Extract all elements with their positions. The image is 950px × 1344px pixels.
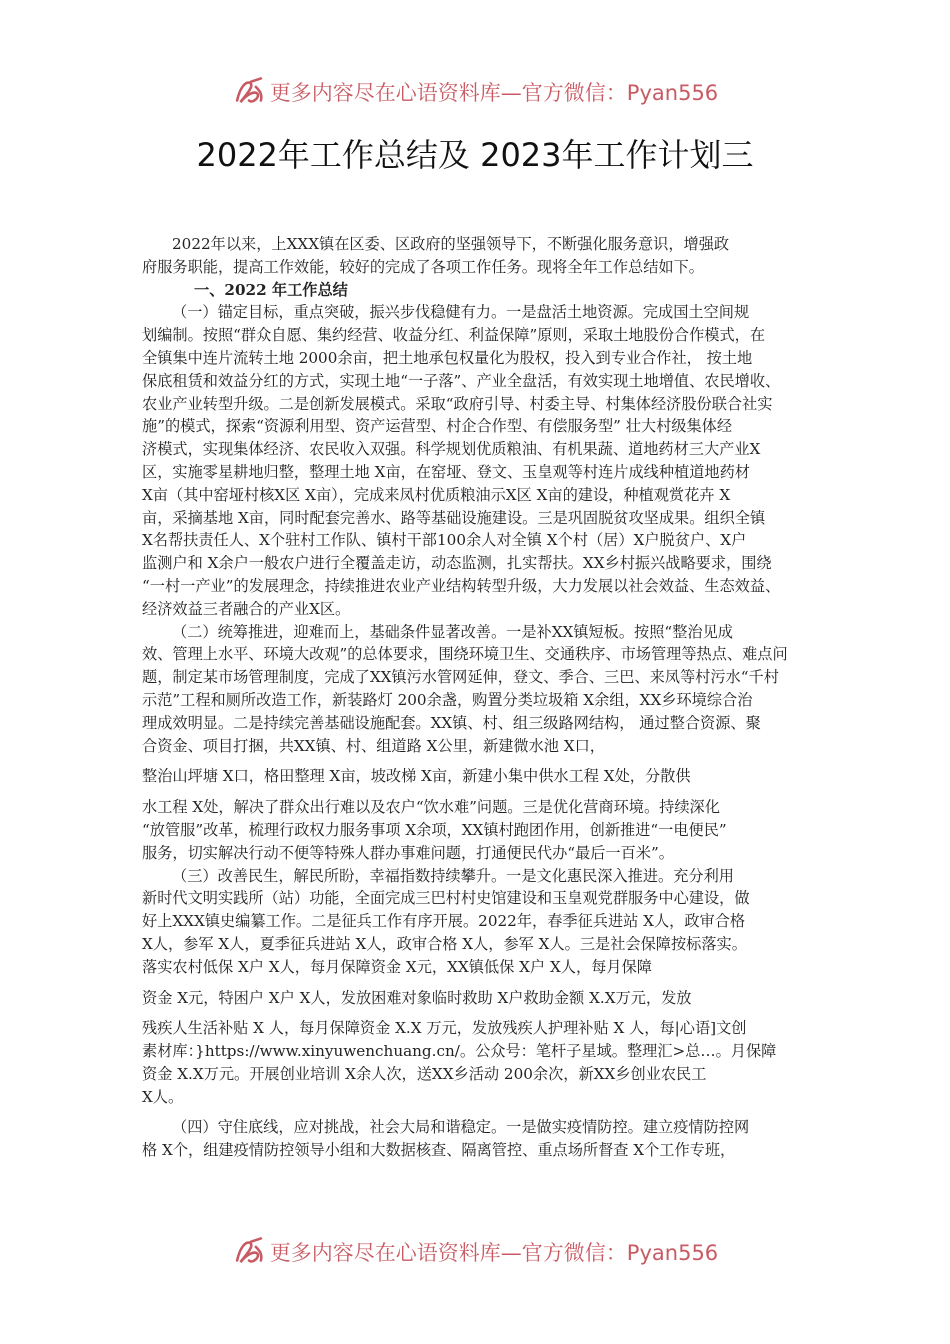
watermark-text: 更多内容尽在心语资料库—官方微信：Pyan556 <box>269 81 719 105</box>
paragraph-line: 整治山坪塘 X口，格田整理 X亩，坡改梯 X亩，新建小集中供水工程 X处，分散供 <box>142 767 691 786</box>
paragraph-line: 残疾人生活补贴 X 人，每月保障资金 X.X 万元，发放残疾人护理补贴 X 人，每|心语]文创 <box>142 1019 747 1038</box>
watermark-text: 更多内容尽在心语资料库—官方微信：Pyan556 <box>269 1241 719 1265</box>
paragraph-line: X亩（其中窑垭村核X区 X亩），完成来凤村优质粮油示X区 X亩的建设，种植观赏花卉 X <box>142 485 731 504</box>
paragraph-line: 全镇集中连片流转土地 2000余亩，把土地承包权量化为股权，投入到专业合作社， 按土地 <box>142 348 753 367</box>
paragraph-line: 新时代文明实践所（站）功能，全面完成三巴村村史馆建设和玉皇观党群服务中心建设，做 <box>142 889 750 908</box>
paragraph-line: 素材库：}https://www.xinyuwenchuang.cn/。公众号：笔杆子星域。整理汇>总…。月保障 <box>142 1042 777 1061</box>
paragraph-line: 题，制定某市场管理制度，完成了XX镇污水管网延伸，登文、季合、三巴、来凤等村污水“千村 <box>142 668 779 687</box>
watermark-banner-bottom <box>0 1232 950 1272</box>
paragraph-line: 施”的模式，探索“资源利用型、资产运营型、村企合作型、有偿服务型” 壮大村级集体经 <box>142 417 733 436</box>
paragraph-line: （二）统筹推进，迎难而上，基础条件显著改善。一是补XX镇短板。按照“整治见成 <box>172 622 733 641</box>
paragraph-line: X人。 <box>142 1087 184 1106</box>
handwriting-signature-logo-icon <box>232 1235 266 1269</box>
paragraph-line: 合资金、项目打捆，共XX镇、村、组道路 X公里，新建微水池 X口， <box>142 736 605 755</box>
paragraph-line: 效、管理上水平、环境大改观”的总体要求，围绕环境卫生、交通秩序、市场管理等热点、难点问 <box>142 645 788 664</box>
paragraph-line: 好上XXX镇史编纂工作。二是征兵工作有序开展。2022年，春季征兵进站 X人，政审合格 <box>142 912 746 931</box>
paragraph-line: 保底租赁和效益分红的方式，实现土地“一子落”、产业全盘活，有效实现土地增值、农民增收、 <box>142 371 781 390</box>
paragraph-line: 示范”工程和厕所改造工作，新装路灯 200余盏，购置分类垃圾箱 X余组，XX乡环境综合治 <box>142 690 753 709</box>
paragraph-line: “一村一产业”的发展理念，持续推进农业产业结构转型升级，大力发展以社会效益、生态效益、 <box>142 576 781 595</box>
paragraph-line: 2022年以来，上XXX镇在区委、区政府的坚强领导下，不断强化服务意识，增强政 <box>172 235 730 253</box>
paragraph-line: 济模式，实现集体经济、农民收入双强。科学规划优质粮油、有机果蔬、道地药材三大产业X <box>142 440 761 459</box>
paragraph-line: 资金 X元，特困户 X户 X人，发放困难对象临时救助 X户救助金额 X.X万元，发放 <box>142 988 692 1007</box>
watermark-banner-top <box>0 72 950 112</box>
paragraph-line: X人，参军 X人，夏季征兵进站 X人，政审合格 X人，参军 X人。三是社会保障按标落实。 <box>142 934 747 953</box>
paragraph-line: （三）改善民生，解民所盼，幸福指数持续攀升。一是文化惠民深入推进。充分利用 <box>172 866 734 885</box>
paragraph-line: 府服务职能，提高工作效能，较好的完成了各项工作任务。现将全年工作总结如下。 <box>142 257 704 276</box>
paragraph-line: 亩，采摘基地 X亩，同时配套完善水、路等基础设施建设。三是巩固脱贫攻坚成果。组织全镇 <box>142 508 766 527</box>
paragraph-line: 农业产业转型升级。二是创新发展模式。采取“政府引导、村委主导、村集体经济股份联合社实 <box>142 394 773 413</box>
document-body <box>142 233 820 1162</box>
section-heading: 一、2022 年工作总结 <box>194 280 348 299</box>
paragraph-line: 监测户和 X余户一般农户进行全覆盖走访，动态监测，扎实帮扶。XX乡村振兴战略要求，围绕 <box>142 554 772 573</box>
paragraph-line: 服务，切实解决行动不便等特殊人群办事难问题，打通便民代办“最后一百米”。 <box>142 843 674 862</box>
paragraph-line: 区，实施零星耕地归整，整理土地 X亩，在窑垭、登文、玉皇观等村连片成线种植道地药材 <box>142 462 750 481</box>
paragraph-line: 理成效明显。二是持续完善基础设施配套。XX镇、村、组三级路网结构， 通过整合资源、聚 <box>142 713 761 732</box>
handwriting-signature-logo-icon <box>232 75 266 109</box>
paragraph-line: “放管服”改革，梳理行政权力服务事项 X余项，XX镇村跑团作用，创新推进“一电便民” <box>142 820 727 839</box>
document-title: 2022年工作总结及 2023年工作计划三 <box>196 136 754 174</box>
paragraph-line: 资金 X.X万元。开展创业培训 X余人次，送XX乡活动 200余次，新XX乡创业农民工 <box>142 1064 707 1083</box>
paragraph-line: 经济效益三者融合的产业X区。 <box>142 599 351 618</box>
paragraph-line: （四）守住底线，应对挑战，社会大局和谐稳定。一是做实疫情防控。建立疫情防控网 <box>172 1118 750 1137</box>
paragraph-line: 水工程 X处，解决了群众出行难以及农户“饮水难”问题。三是优化营商环境。持续深化 <box>142 798 720 817</box>
paragraph-line: （一）锚定目标，重点突破，振兴步伐稳健有力。一是盘活土地资源。完成国土空间规 <box>172 303 750 322</box>
paragraph-line: 落实农村低保 X户 X人，每月保障资金 X元，XX镇低保 X户 X人，每月保障 <box>142 957 652 976</box>
paragraph-line: X名帮扶责任人、X个驻村工作队、镇村干部100余人对全镇 X个村（居）X户脱贫户、X户 <box>142 531 747 550</box>
paragraph-line: 划编制。按照“群众自愿、集约经营、收益分红、利益保障”原则，采取土地股份合作模式，在 <box>142 326 766 345</box>
paragraph-line: 格 X个，组建疫情防控领导小组和大数据核查、隔离管控、重点场所督查 X个工作专班， <box>142 1141 736 1160</box>
